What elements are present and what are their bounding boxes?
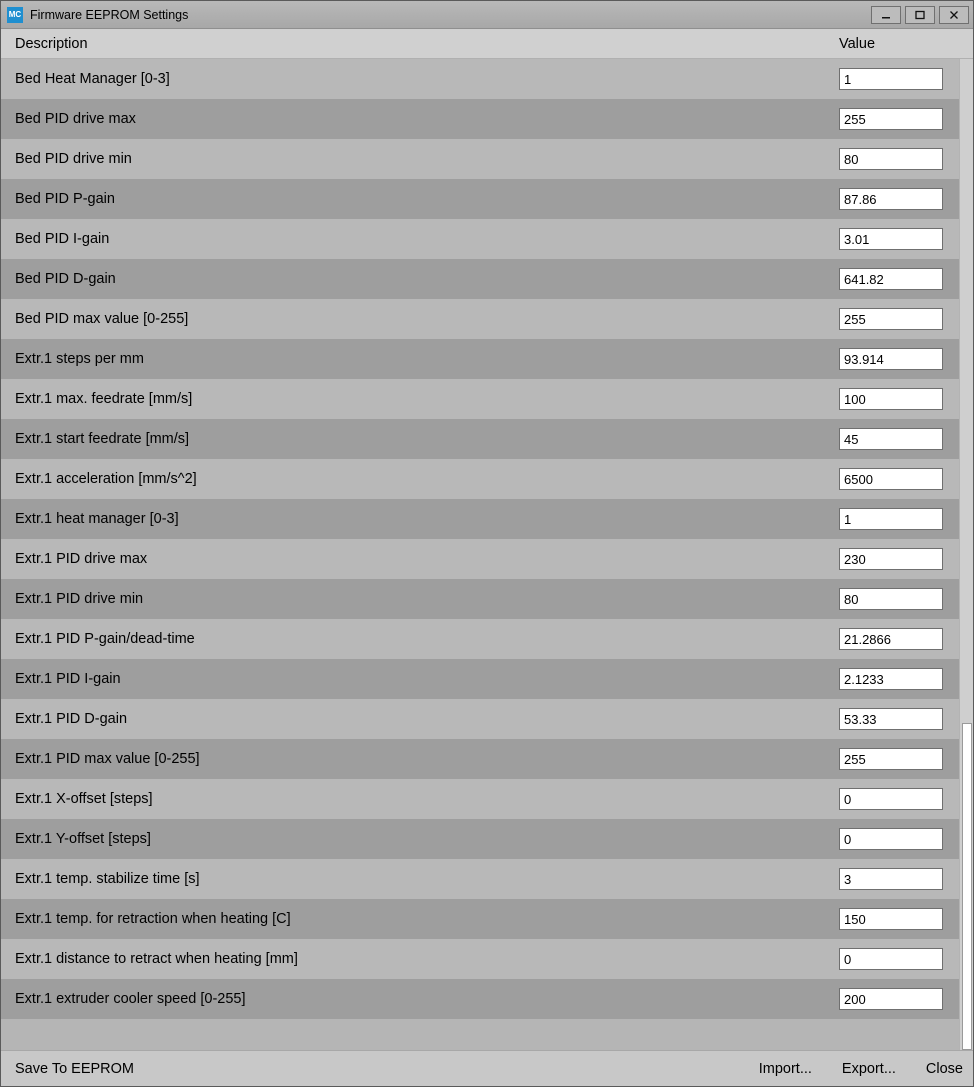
table-row: [1, 739, 959, 779]
setting-value-cell: [839, 388, 943, 410]
settings-table: [1, 59, 973, 1050]
setting-value-input[interactable]: [839, 348, 943, 370]
setting-label: Bed PID max value [0-255]: [15, 311, 189, 327]
table-row: [1, 859, 959, 899]
setting-value-cell: [839, 788, 943, 810]
save-to-eeprom-button[interactable]: Save To EEPROM: [15, 1060, 135, 1077]
table-row: [1, 339, 959, 379]
setting-label: Extr.1 extruder cooler speed [0-255]: [15, 991, 246, 1007]
setting-label: Extr.1 max. feedrate [mm/s]: [15, 391, 193, 407]
setting-value-input[interactable]: [839, 668, 943, 690]
setting-label: Bed PID P-gain: [15, 191, 115, 207]
setting-value-cell: [839, 868, 943, 890]
setting-value-input[interactable]: [839, 548, 943, 570]
maximize-icon[interactable]: [905, 6, 935, 24]
setting-label: Extr.1 X-offset [steps]: [15, 791, 153, 807]
window-title: Firmware EEPROM Settings: [30, 7, 189, 22]
setting-value-cell: [839, 268, 943, 290]
setting-value-cell: [839, 708, 943, 730]
table-row: [1, 939, 959, 979]
setting-value-cell: [839, 988, 943, 1010]
setting-value-cell: [839, 188, 943, 210]
setting-value-input[interactable]: [839, 988, 943, 1010]
setting-value-input[interactable]: [839, 308, 943, 330]
close-icon[interactable]: [939, 6, 969, 24]
setting-label: Extr.1 temp. stabilize time [s]: [15, 871, 200, 887]
column-header-description: Description: [15, 35, 88, 52]
table-row: [1, 379, 959, 419]
table-row: [1, 659, 959, 699]
setting-label: Extr.1 PID drive max: [15, 551, 148, 567]
table-row: [1, 59, 959, 99]
setting-value-input[interactable]: [839, 588, 943, 610]
setting-value-cell: [839, 148, 943, 170]
setting-label: Extr.1 PID I-gain: [15, 671, 121, 687]
title-bar: [1, 1, 973, 29]
setting-value-cell: [839, 468, 943, 490]
setting-value-input[interactable]: [839, 468, 943, 490]
setting-label: Bed PID drive max: [15, 111, 136, 127]
setting-value-cell: [839, 508, 943, 530]
close-button[interactable]: Close: [925, 1060, 963, 1077]
setting-value-cell: [839, 428, 943, 450]
setting-value-cell: [839, 908, 943, 930]
table-row: [1, 899, 959, 939]
setting-value-input[interactable]: [839, 68, 943, 90]
vertical-scrollbar[interactable]: [959, 59, 973, 1050]
table-row: [1, 219, 959, 259]
setting-label: Extr.1 PID max value [0-255]: [15, 751, 200, 767]
setting-value-input[interactable]: [839, 868, 943, 890]
setting-label: Extr.1 acceleration [mm/s^2]: [15, 471, 197, 487]
setting-label: Bed Heat Manager [0-3]: [15, 71, 170, 87]
setting-value-cell: [839, 68, 943, 90]
setting-value-input[interactable]: [839, 788, 943, 810]
setting-value-cell: [839, 828, 943, 850]
setting-value-input[interactable]: [839, 628, 943, 650]
setting-value-cell: [839, 748, 943, 770]
settings-rows: [1, 59, 959, 1050]
setting-value-input[interactable]: [839, 908, 943, 930]
setting-value-cell: [839, 628, 943, 650]
setting-value-input[interactable]: [839, 268, 943, 290]
setting-value-cell: [839, 308, 943, 330]
setting-label: Extr.1 temp. for retraction when heating [C]: [15, 911, 291, 927]
setting-value-cell: [839, 668, 943, 690]
setting-label: Extr.1 distance to retract when heating [mm]: [15, 951, 298, 967]
table-row: [1, 139, 959, 179]
setting-label: Extr.1 heat manager [0-3]: [15, 511, 179, 527]
scrollbar-thumb[interactable]: [962, 723, 972, 1050]
table-row: [1, 179, 959, 219]
table-row: [1, 259, 959, 299]
window-controls: [871, 6, 969, 24]
app-icon: MC: [7, 7, 23, 23]
export-button[interactable]: Export...: [841, 1060, 896, 1077]
setting-value-input[interactable]: [839, 748, 943, 770]
setting-value-cell: [839, 348, 943, 370]
footer-bar: [1, 1050, 973, 1086]
setting-value-input[interactable]: [839, 948, 943, 970]
table-row: [1, 99, 959, 139]
setting-label: Bed PID I-gain: [15, 231, 110, 247]
setting-value-cell: [839, 588, 943, 610]
setting-value-input[interactable]: [839, 388, 943, 410]
setting-value-input[interactable]: [839, 108, 943, 130]
setting-value-input[interactable]: [839, 508, 943, 530]
setting-value-input[interactable]: [839, 708, 943, 730]
setting-value-input[interactable]: [839, 428, 943, 450]
table-row: [1, 499, 959, 539]
setting-label: Extr.1 Y-offset [steps]: [15, 831, 151, 847]
column-header-value: Value: [839, 35, 876, 52]
setting-value-input[interactable]: [839, 828, 943, 850]
setting-value-cell: [839, 108, 943, 130]
minimize-icon[interactable]: [871, 6, 901, 24]
setting-value-cell: [839, 548, 943, 570]
setting-value-input[interactable]: [839, 228, 943, 250]
setting-label: Bed PID D-gain: [15, 271, 116, 287]
table-row: [1, 979, 959, 1019]
setting-value-cell: [839, 228, 943, 250]
setting-label: Extr.1 PID P-gain/dead-time: [15, 631, 195, 647]
table-row: [1, 779, 959, 819]
table-row: [1, 819, 959, 859]
setting-label: Extr.1 PID drive min: [15, 591, 144, 607]
table-row: [1, 539, 959, 579]
setting-label: Bed PID drive min: [15, 151, 132, 167]
table-row: [1, 299, 959, 339]
setting-value-input[interactable]: [839, 148, 943, 170]
setting-value-input[interactable]: [839, 188, 943, 210]
setting-value-cell: [839, 948, 943, 970]
table-row: [1, 619, 959, 659]
import-button[interactable]: Import...: [758, 1060, 812, 1077]
table-row: [1, 699, 959, 739]
setting-label: Extr.1 PID D-gain: [15, 711, 128, 727]
table-header: [1, 29, 973, 59]
table-row: [1, 459, 959, 499]
table-row: [1, 419, 959, 459]
setting-label: Extr.1 start feedrate [mm/s]: [15, 431, 190, 447]
setting-label: Extr.1 steps per mm: [15, 351, 144, 367]
table-row: [1, 579, 959, 619]
